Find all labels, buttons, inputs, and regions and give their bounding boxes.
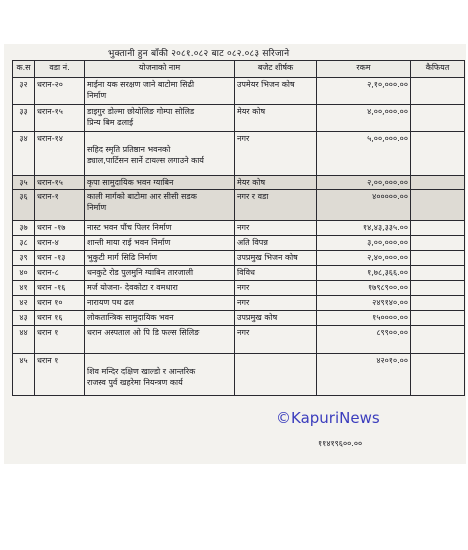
ward-cell: धरान १	[35, 354, 85, 396]
budget-cell: विविध	[235, 266, 317, 281]
table-body	[13, 78, 465, 396]
remarks-cell	[411, 251, 465, 266]
work-cell	[85, 296, 235, 311]
amount-cell: ५,००,०००.००	[317, 132, 411, 176]
sn-cell: ३४	[13, 132, 35, 176]
table-row	[13, 132, 465, 176]
ward-cell: धरान -१३	[35, 251, 85, 266]
table-row	[13, 176, 465, 190]
sn-cell: ३५	[13, 176, 35, 190]
budget-cell: उपप्रमुख भिजन कोष	[235, 251, 317, 266]
work-line: लोकतान्त्रिक सामुदायिक भवन	[87, 313, 174, 322]
sn-cell: ४२	[13, 296, 35, 311]
table-row	[13, 236, 465, 251]
remarks-cell	[411, 326, 465, 354]
sn-cell: ३८	[13, 236, 35, 251]
ward-cell: धरान-१४	[35, 132, 85, 176]
work-cell	[85, 266, 235, 281]
remarks-cell	[411, 105, 465, 132]
work-line: नारायण पथ ढल	[87, 298, 134, 307]
table-row	[13, 266, 465, 281]
payment-table	[12, 60, 465, 396]
table-row	[13, 190, 465, 221]
amount-cell: १५००००.००	[317, 311, 411, 326]
work-line	[87, 133, 232, 144]
work-line: भुकुटी मार्ग सिढि निर्माण	[87, 253, 158, 262]
col-header-sn: क.स	[13, 61, 35, 78]
work-cell	[85, 281, 235, 296]
amount-cell: २,४०,०००.००	[317, 251, 411, 266]
sn-cell: ३९	[13, 251, 35, 266]
ward-cell: धरान-४	[35, 236, 85, 251]
work-line	[87, 355, 232, 366]
ward-cell: धरान -१६	[35, 281, 85, 296]
work-line: काली मार्गको बाटोमा आर सीसी सडक	[87, 192, 197, 201]
sn-cell: ४३	[13, 311, 35, 326]
ward-cell: धरान-१५	[35, 105, 85, 132]
work-cell	[85, 236, 235, 251]
budget-cell	[235, 354, 317, 396]
sn-cell: ३३	[13, 105, 35, 132]
remarks-cell	[411, 190, 465, 221]
amount-cell: ३,००,०००.००	[317, 236, 411, 251]
work-cell	[85, 326, 235, 354]
work-line: मर्ज योजना- देवकोटा र वमधारा	[87, 283, 178, 292]
total-amount: ११४१९६००.००	[318, 439, 363, 448]
work-line: प्रिन्य बिम ढलाई	[87, 118, 134, 127]
work-line: निर्माण	[87, 91, 107, 100]
remarks-cell	[411, 132, 465, 176]
amount-cell: २,१०,०००.००	[317, 78, 411, 105]
ward-cell: धरान-८	[35, 266, 85, 281]
budget-cell: उपप्रमुख कोष	[235, 311, 317, 326]
ward-cell: धरान १	[35, 326, 85, 354]
budget-cell: नगर	[235, 221, 317, 236]
work-cell	[85, 78, 235, 105]
budget-cell: अति विपन्न	[235, 236, 317, 251]
remarks-cell	[411, 176, 465, 190]
remarks-cell	[411, 281, 465, 296]
sn-cell: ३७	[13, 221, 35, 236]
document-title: भुक्तानी हुन बाँकी २०८१.०८२ बाट ०८२.०८३ सरिजाने	[108, 49, 290, 59]
col-header-remarks: कैफियत	[411, 61, 465, 78]
ward-cell: धरान -१७	[35, 221, 85, 236]
budget-cell: नगर	[235, 296, 317, 311]
ward-cell: धरान १६	[35, 311, 85, 326]
work-cell	[85, 132, 235, 176]
work-cell	[85, 190, 235, 221]
table-row	[13, 354, 465, 396]
amount-cell: ४०००००.००	[317, 190, 411, 221]
table-row	[13, 78, 465, 105]
remarks-cell	[411, 296, 465, 311]
amount-cell: २,००,०००.००	[317, 176, 411, 190]
budget-cell: उपमेयर भिजन कोष	[235, 78, 317, 105]
table-header-row	[13, 61, 465, 78]
sn-cell: ३६	[13, 190, 35, 221]
sn-cell: ३२	[13, 78, 35, 105]
sn-cell: ४५	[13, 354, 35, 396]
budget-cell: नगर	[235, 326, 317, 354]
budget-cell: नगर	[235, 132, 317, 176]
work-line: धनकुटे रोड पुलमुनि ग्याबिन तारजाली	[87, 268, 194, 277]
sn-cell: ४४	[13, 326, 35, 354]
remarks-cell	[411, 311, 465, 326]
work-cell	[85, 251, 235, 266]
work-line: राजस्व पुर्व खहरेमा नियन्त्रण कार्य	[87, 378, 183, 387]
sn-cell: ४०	[13, 266, 35, 281]
ward-cell: धरान-१	[35, 190, 85, 221]
amount-cell: ४२०१०.००	[317, 354, 411, 396]
work-line: डाइगुर डोल्मा छोयोलिङ गोम्पा सोलिड	[87, 107, 195, 116]
budget-cell: मेयर कोष	[235, 176, 317, 190]
work-cell	[85, 105, 235, 132]
work-cell	[85, 354, 235, 396]
work-line: माईना यक सरक्षण जाने बाटोमा सिढी	[87, 80, 195, 89]
table-row	[13, 326, 465, 354]
work-line: शान्ती माया राई भवन निर्माण	[87, 238, 171, 247]
amount-cell: १७९८९००.००	[317, 281, 411, 296]
work-line: सहिद स्मृति प्रतिष्ठान भवनको	[87, 145, 171, 154]
amount-cell: १,७८,३६६.००	[317, 266, 411, 281]
work-line: नास्ट भवन पौंच पिलर निर्माण	[87, 223, 172, 232]
remarks-cell	[411, 78, 465, 105]
table-row	[13, 251, 465, 266]
work-cell	[85, 221, 235, 236]
table-row	[13, 221, 465, 236]
amount-cell: १४,४३,३३५.००	[317, 221, 411, 236]
budget-cell: मेयर कोष	[235, 105, 317, 132]
budget-cell: नगर	[235, 281, 317, 296]
ward-cell: धरान १०	[35, 296, 85, 311]
amount-cell: २४९१४०.००	[317, 296, 411, 311]
table-row	[13, 311, 465, 326]
sn-cell: ४१	[13, 281, 35, 296]
remarks-cell	[411, 221, 465, 236]
work-line: निर्माण	[87, 203, 107, 212]
work-line: शिव मन्दिर दक्षिण खाल्डो र आन्तरिक	[87, 367, 196, 376]
ward-cell: धरान-२०	[35, 78, 85, 105]
table-row	[13, 105, 465, 132]
remarks-cell	[411, 236, 465, 251]
col-header-work: योजनाको नाम	[85, 61, 235, 78]
col-header-amount: रकम	[317, 61, 411, 78]
table-row	[13, 296, 465, 311]
work-cell	[85, 311, 235, 326]
work-line: धरान अस्पताल ओ पि डि फल्स सिलिङ	[87, 328, 200, 337]
table-row	[13, 281, 465, 296]
budget-cell: नगर र वडा	[235, 190, 317, 221]
remarks-cell	[411, 266, 465, 281]
col-header-ward: वडा नं.	[35, 61, 85, 78]
ward-cell: धरान-१५	[35, 176, 85, 190]
amount-cell: ८९९००.००	[317, 326, 411, 354]
col-header-budget: बजेट शीर्षक	[235, 61, 317, 78]
watermark: ©KapuriNews	[276, 409, 380, 427]
work-line: ड्याल,पार्टिसन सार्ने टायल्स लगाउने कार्य	[87, 156, 204, 165]
work-line: कृपा सामुदायिक भवन ग्याबिन	[87, 178, 174, 187]
amount-cell: ४,००,०००.००	[317, 105, 411, 132]
work-cell	[85, 176, 235, 190]
remarks-cell	[411, 354, 465, 396]
